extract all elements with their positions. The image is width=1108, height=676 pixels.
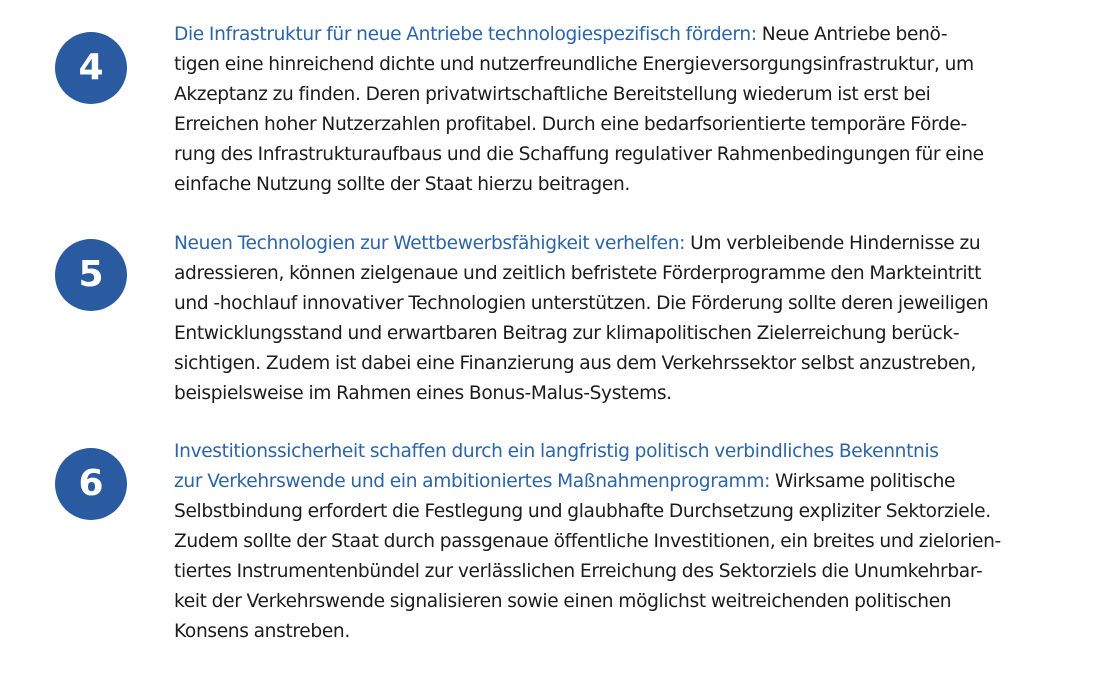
text-fragment: Um verbleibende Hindernisse zu (685, 233, 981, 254)
text-line: beispielsweise im Rahmen eines Bonus-Malus-Systems. (174, 383, 672, 404)
recommendation-heading-6: Investitionssicherheit schaffen durch ein langfristig politisch verbindliches Bekenntnis (174, 441, 939, 462)
text-line: tigen eine hinreichend dichte und nutzerfreundliche Energieversorgungsinfrastruktur, um (174, 54, 974, 75)
text-line (174, 20, 1054, 50)
number-badge-5: 5 (55, 239, 127, 311)
recommendation-text-4 (174, 20, 1054, 200)
text-line: sichtigen. Zudem ist dabei eine Finanzierung aus dem Verkehrssektor selbst anzustreben, (174, 353, 977, 374)
recommendation-heading-5: Neuen Technologien zur Wettbewerbsfähigkeit verhelfen: (174, 233, 686, 254)
text-line (174, 467, 1054, 497)
text-line: adressieren, können zielgenaue und zeitlich befristete Förderprogramme den Markteintritt (174, 263, 982, 284)
recommendation-heading-4: Die Infrastruktur für neue Antriebe technologiespezifisch fördern: (174, 24, 757, 45)
text-line: einfache Nutzung sollte der Staat hierzu beitragen. (174, 174, 630, 195)
text-line: tiertes Instrumentenbündel zur verlässlichen Erreichung des Sektorziels die Unumkehrbar- (174, 561, 983, 582)
number-badge-4: 4 (55, 32, 127, 104)
text-fragment: Neue Antriebe benö- (756, 24, 948, 45)
text-line (174, 229, 1054, 259)
recommendation-text-6 (174, 437, 1054, 647)
text-fragment: Wirksame politische (770, 471, 956, 492)
recommendation-text-5 (174, 229, 1054, 409)
number-badge-6: 6 (55, 448, 127, 520)
text-line: Konsens anstreben. (174, 621, 350, 642)
text-line: keit der Verkehrswende signalisieren sowie einen möglichst weitreichenden politischen (174, 591, 952, 612)
text-line: rung des Infrastrukturaufbaus und die Schaffung regulativer Rahmenbedingungen für eine (174, 144, 984, 165)
text-line: Entwicklungsstand und erwartbaren Beitrag zur klimapolitischen Zielerreichung berück- (174, 323, 960, 344)
text-line: Erreichen hoher Nutzerzahlen profitabel. Durch eine bedarfsorientierte temporäre Förde- (174, 114, 967, 135)
text-line: Selbstbindung erfordert die Festlegung und glaubhafte Durchsetzung expliziter Sektorziele. (174, 501, 991, 522)
text-line: Akzeptanz zu finden. Deren privatwirtschaftliche Bereitstellung wiederum ist erst bei (174, 84, 931, 105)
recommendation-heading-6-cont: zur Verkehrswende und ein ambitioniertes Maßnahmenprogramm: (174, 471, 770, 492)
text-line: und -hochlauf innovativer Technologien unterstützen. Die Förderung sollte deren jeweiligen (174, 293, 989, 314)
text-line: Zudem sollte der Staat durch passgenaue öffentliche Investitionen, ein breites und zielorien- (174, 531, 1001, 552)
